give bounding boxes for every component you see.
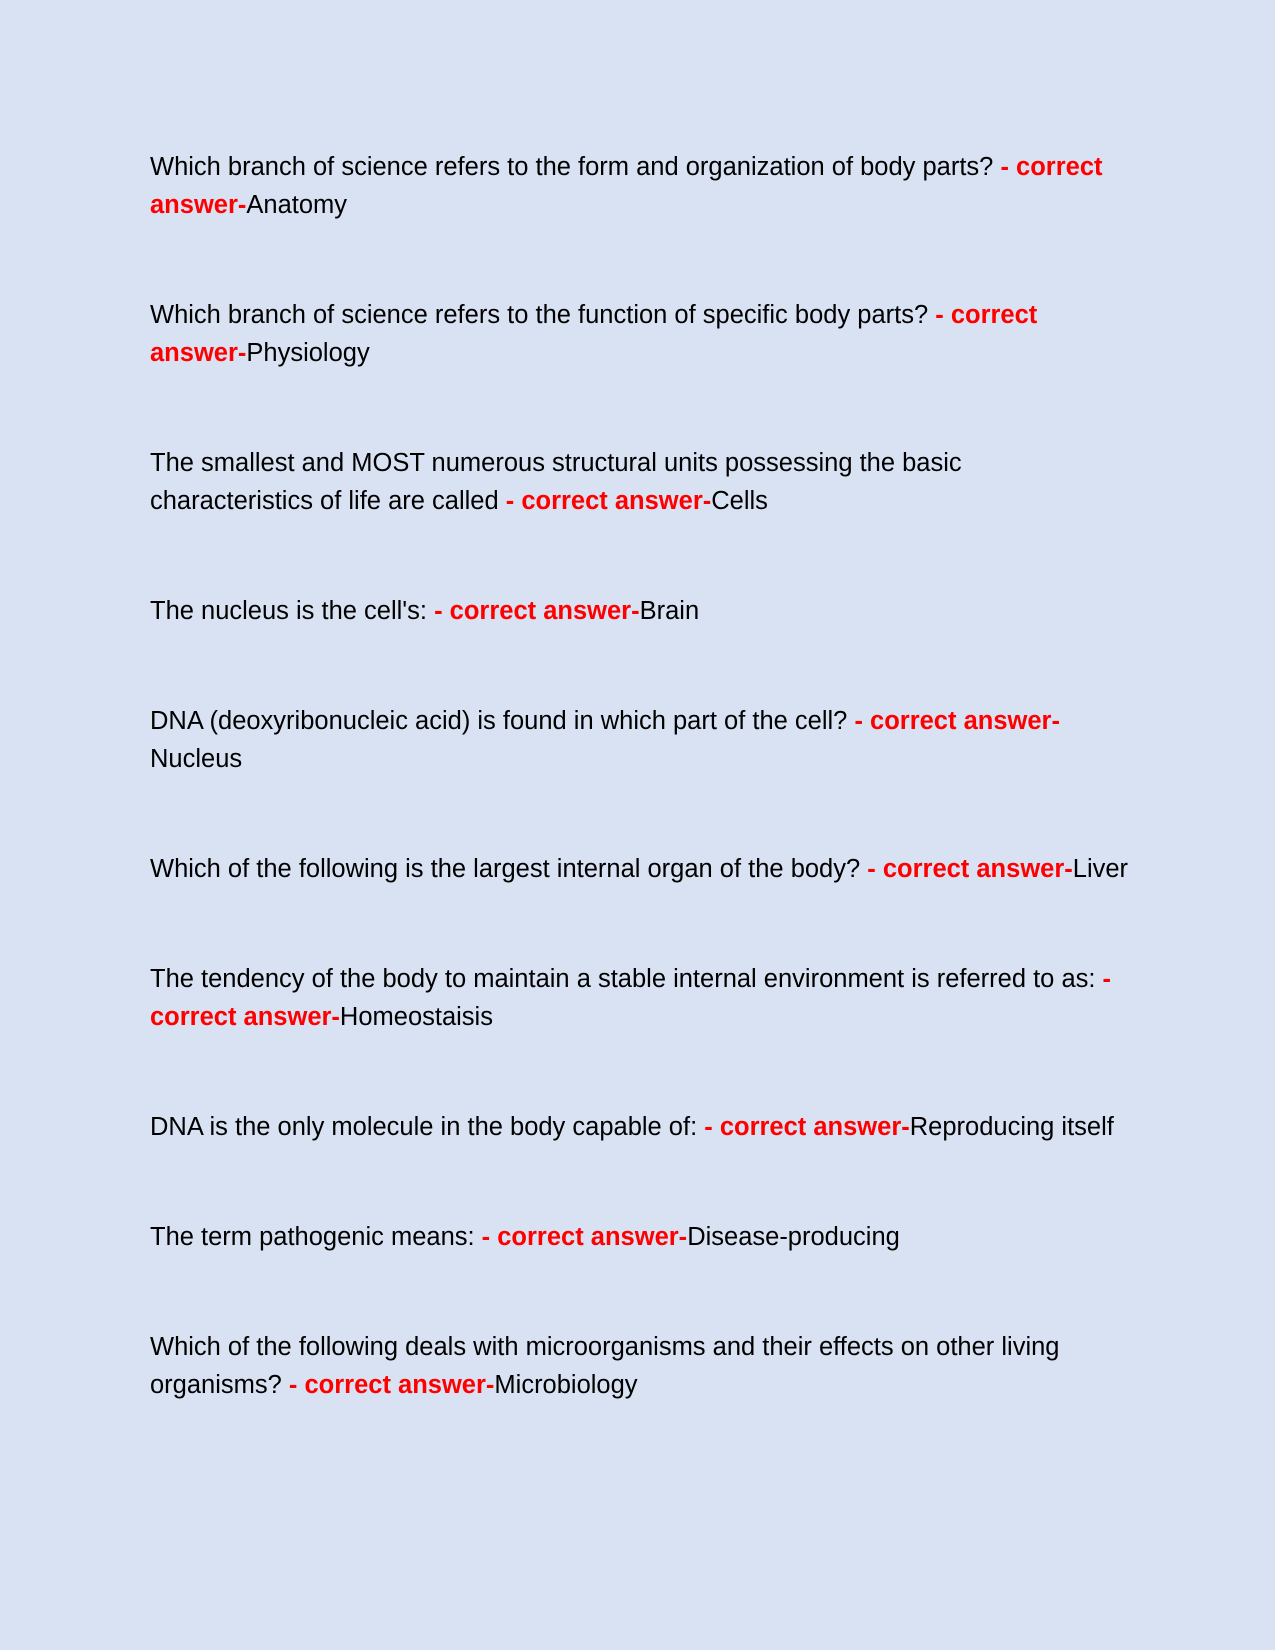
correct-answer-marker: - correct answer- [150, 153, 1103, 219]
correct-answer-marker: - correct answer- [860, 855, 1073, 883]
answer-text: Reproducing itself [909, 1113, 1114, 1141]
correct-answer-marker: - correct answer- [847, 707, 1060, 735]
qa-item [150, 592, 1130, 630]
question-text: Which branch of science refers to the form and organization of body parts? [150, 153, 994, 181]
correct-answer-marker: - correct answer- [697, 1113, 910, 1141]
correct-answer-marker: - correct answer- [281, 1371, 495, 1399]
qa-item [150, 148, 1130, 224]
answer-text: Homeostaisis [339, 1003, 493, 1031]
qa-item [150, 444, 1130, 520]
answer-text: Disease-producing [687, 1223, 900, 1251]
qa-item [150, 1218, 1130, 1256]
question-text: The tendency of the body to maintain a stable internal environment is referred to as: [150, 965, 1096, 993]
question-text: The nucleus is the cell's: [150, 597, 428, 625]
qa-item [150, 296, 1130, 372]
correct-answer-marker: - correct answer- [150, 965, 1112, 1031]
document-page [150, 148, 1130, 1404]
answer-text: Physiology [246, 339, 370, 367]
answer-text: Microbiology [494, 1371, 638, 1399]
qa-item [150, 1108, 1130, 1146]
correct-answer-marker: - correct answer- [474, 1223, 688, 1251]
answer-text: Anatomy [246, 191, 348, 219]
question-text: Which of the following deals with microorganisms and their effects on other living organisms? [150, 1333, 1060, 1399]
correct-answer-marker: - correct answer- [498, 487, 712, 515]
qa-item [150, 960, 1130, 1036]
qa-item [150, 1328, 1130, 1404]
correct-answer-marker: - correct answer- [150, 301, 1038, 367]
question-text: Which branch of science refers to the function of specific body parts? [150, 301, 929, 329]
qa-item [150, 850, 1130, 888]
question-text: DNA (deoxyribonucleic acid) is found in which part of the cell? [150, 707, 848, 735]
question-text: Which of the following is the largest internal organ of the body? [150, 855, 861, 883]
question-text: The term pathogenic means: [150, 1223, 475, 1251]
answer-text: Cells [711, 487, 768, 515]
answer-text: Brain [639, 597, 700, 625]
correct-answer-marker: - correct answer- [427, 597, 640, 625]
question-text: The smallest and MOST numerous structural units possessing the basic characteristics of life are called [150, 449, 962, 515]
qa-item [150, 702, 1130, 778]
question-text: DNA is the only molecule in the body capable of: [150, 1113, 698, 1141]
answer-text: Liver [1072, 855, 1129, 883]
answer-text: Nucleus [150, 745, 243, 773]
